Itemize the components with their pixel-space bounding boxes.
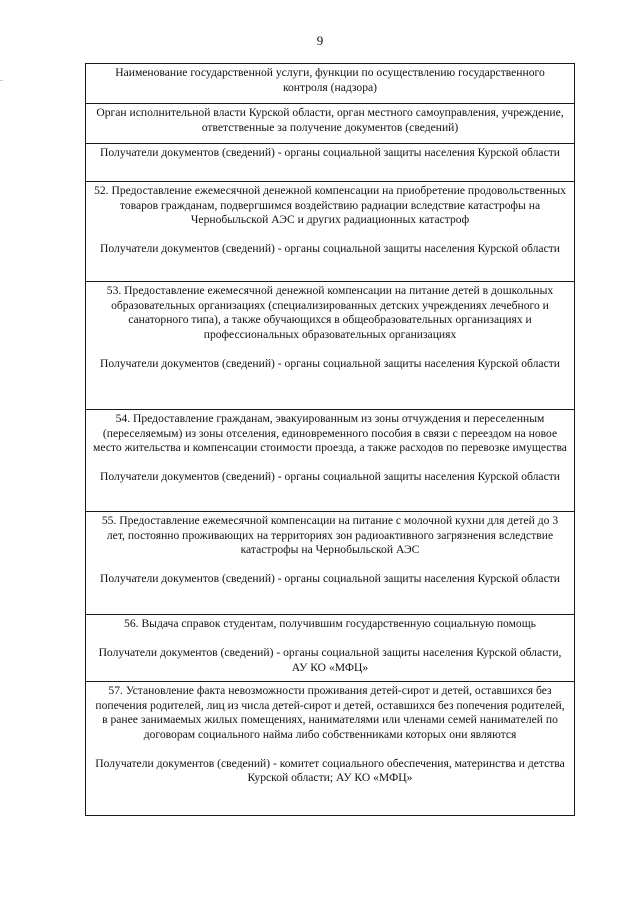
recipients-text: Получатели документов (сведений) - комитет социального обеспечения, материнства и детства Курской области; АУ КО «МФЦ»: [95, 756, 565, 784]
service-text: 56. Выдача справок студентам, получившим государственную социальную помощь: [124, 617, 536, 630]
table-row-item-55: [86, 512, 574, 615]
services-table: [85, 63, 575, 816]
header-row-service-name: [86, 64, 574, 104]
service-text: 52. Предоставление ежемесячной денежной компенсации на приобретение продовольственных товаров гражданам, подвергшимся воздействию радиации вследствие катастрофы на Чернобыльской АЭС и других радиационных катастроф: [94, 184, 566, 226]
recipients-text: Получатели документов (сведений) - органы социальной защиты населения Курской области: [100, 242, 560, 255]
scan-edge-mark: [0, 80, 3, 81]
header-text: Получатели документов (сведений) - органы социальной защиты населения Курской области: [100, 146, 560, 159]
service-text: 57. Установление факта невозможности проживания детей-сирот и детей, оставшихся без попечения родителей, лиц из числа детей-сирот и детей, оставшихся без попечения родителей, в ранее занимаемых жилых помещениях, нанимателями или членами семей нанимателей по договорам социального найма либо собственниками которых они являются: [95, 684, 565, 741]
table-row-item-52: [86, 182, 574, 282]
recipients-text: Получатели документов (сведений) - органы социальной защиты населения Курской области: [100, 572, 560, 585]
table-row-item-53: [86, 282, 574, 410]
header-row-authority: [86, 104, 574, 144]
recipients-text: Получатели документов (сведений) - органы социальной защиты населения Курской области: [100, 470, 560, 483]
recipients-text: Получатели документов (сведений) - органы социальной защиты населения Курской области, АУ КО «МФЦ»: [98, 646, 562, 674]
service-text: 55. Предоставление ежемесячной компенсации на питание с молочной кухни для детей до 3 лет, постоянно проживающих на территориях зон радиоактивного загрязнения вследствие катастрофы на Чернобыльской АЭС: [101, 514, 559, 556]
header-text: Орган исполнительной власти Курской области, орган местного самоуправления, учреждение, ответственные за получение документов (сведений): [96, 106, 564, 134]
table-row-item-56: [86, 615, 574, 682]
recipients-text: Получатели документов (сведений) - органы социальной защиты населения Курской области: [100, 356, 560, 370]
service-text: 53. Предоставление ежемесячной денежной компенсации на питание детей в дошкольных образовательных организациях (специализированных детских учреждениях лечебного и санаторного типа), а также обучающихся в общеобразовательных организациях и профессиональных образовательных организациях: [106, 284, 554, 341]
page-number: 9: [316, 33, 324, 48]
service-text: 54. Предоставление гражданам, эвакуированным из зоны отчуждения и переселенным (переселяемым) из зоны отселения, единовременного пособия в связи с переездом на новое место жительства и компенсации стоимости проезда, а также расходов по перевозке имущества: [93, 412, 567, 454]
table-row-item-54: [86, 410, 574, 512]
header-row-recipients: [86, 144, 574, 182]
table-row-item-57: [86, 682, 574, 815]
header-text: Наименование государственной услуги, функции по осуществлению государственного контроля (надзора): [115, 66, 545, 94]
